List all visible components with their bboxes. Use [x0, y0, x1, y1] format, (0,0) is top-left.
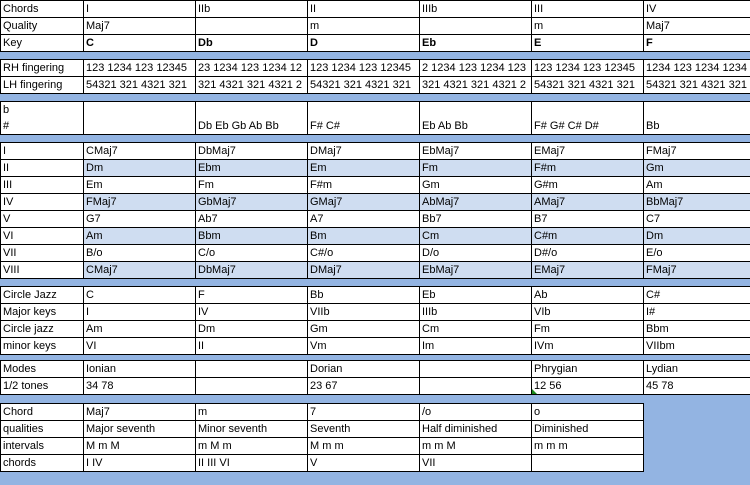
cell[interactable] — [84, 102, 196, 135]
row-label[interactable]: intervals — [1, 438, 84, 455]
cell[interactable]: GbMaj7 — [196, 194, 308, 211]
degree-row-v — [1, 211, 750, 228]
chord-qualities-row-2 — [1, 421, 750, 438]
cell[interactable]: 123 1234 123 12345 — [308, 60, 420, 77]
cell[interactable]: CMaj7 — [84, 262, 196, 279]
cell[interactable]: E/o — [644, 245, 750, 262]
cell[interactable]: EMaj7 — [532, 262, 644, 279]
row-label[interactable]: Chord — [1, 404, 84, 421]
spacer-row — [1, 395, 750, 404]
cell[interactable]: Dm — [644, 228, 750, 245]
cell[interactable]: F#m — [308, 177, 420, 194]
row-label[interactable]: Modes — [1, 361, 84, 378]
cell[interactable]: GMaj7 — [308, 194, 420, 211]
degree-row-vii — [1, 245, 750, 262]
empty-area — [644, 404, 750, 421]
spacer-row — [1, 52, 750, 60]
degree-row-ii — [1, 160, 750, 177]
cell[interactable]: C#m — [532, 228, 644, 245]
cell[interactable]: G7 — [84, 211, 196, 228]
cell[interactable]: Am — [644, 177, 750, 194]
cell[interactable]: 123 1234 123 12345 — [84, 60, 196, 77]
cell[interactable]: I IV — [84, 455, 196, 472]
cell[interactable]: Vm — [308, 338, 420, 355]
cell[interactable]: 54321 321 4321 321 — [308, 77, 420, 94]
cell[interactable]: 23 1234 123 1234 12 — [196, 60, 308, 77]
cell[interactable]: 54321 321 4321 321 — [532, 77, 644, 94]
cell[interactable]: II III VI — [196, 455, 308, 472]
empty-area — [644, 455, 750, 472]
degree-row-iv — [1, 194, 750, 211]
cell[interactable]: M m m — [308, 438, 420, 455]
cell[interactable] — [196, 361, 308, 378]
cell[interactable]: VI — [84, 338, 196, 355]
row-label[interactable]: 1/2 tones — [1, 378, 84, 395]
cell[interactable]: Am — [84, 228, 196, 245]
cell[interactable]: 45 78 — [644, 378, 750, 395]
cell[interactable]: F — [196, 287, 308, 304]
cell[interactable]: Gm — [644, 160, 750, 177]
accidentals-row — [1, 102, 750, 135]
cell[interactable]: m — [196, 404, 308, 421]
row-label[interactable]: VI — [1, 228, 84, 245]
cell[interactable]: Ab7 — [196, 211, 308, 228]
cell[interactable]: III — [532, 1, 644, 18]
cell[interactable]: FMaj7 — [84, 194, 196, 211]
cell[interactable]: Bbm — [196, 228, 308, 245]
cell[interactable]: VII — [420, 455, 532, 472]
cell[interactable]: Em — [84, 177, 196, 194]
spacer-row — [1, 94, 750, 102]
empty-area — [644, 438, 750, 455]
cell[interactable]: Db Eb Gb Ab Bb — [196, 102, 308, 135]
cell[interactable]: C#/o — [308, 245, 420, 262]
flat-label: b — [3, 104, 10, 116]
cell[interactable]: A7 — [308, 211, 420, 228]
cell[interactable]: C7 — [644, 211, 750, 228]
cell[interactable] — [196, 18, 308, 35]
row-label[interactable]: II — [1, 160, 84, 177]
cell[interactable]: D#/o — [532, 245, 644, 262]
cell[interactable]: F# G# C# D# — [532, 102, 644, 135]
cell[interactable]: Fm — [532, 321, 644, 338]
cell[interactable]: Eb — [420, 35, 532, 52]
row-label[interactable]: chords — [1, 455, 84, 472]
row-label[interactable]: VIII — [1, 262, 84, 279]
cell[interactable]: IV — [644, 1, 750, 18]
row-label[interactable]: RH fingering — [1, 60, 84, 77]
cell[interactable]: EbMaj7 — [420, 262, 532, 279]
row-label[interactable]: Key — [1, 35, 84, 52]
cell[interactable]: II — [196, 338, 308, 355]
cell[interactable]: Fm — [196, 177, 308, 194]
cell[interactable] — [532, 455, 644, 472]
cell[interactable]: C/o — [196, 245, 308, 262]
cell[interactable]: VIIb — [308, 304, 420, 321]
row-label[interactable]: VII — [1, 245, 84, 262]
cell[interactable]: Lydian — [644, 361, 750, 378]
cell[interactable]: CMaj7 — [84, 143, 196, 160]
cell[interactable]: II — [308, 1, 420, 18]
cell[interactable]: C# — [644, 287, 750, 304]
cell[interactable] — [420, 361, 532, 378]
row-label[interactable]: I — [1, 143, 84, 160]
cell[interactable]: Seventh — [308, 421, 420, 438]
row-label[interactable]: Major keys — [1, 304, 84, 321]
row-label[interactable]: Circle Jazz — [1, 287, 84, 304]
cell[interactable]: Phrygian — [532, 361, 644, 378]
chord-qualities-row-3 — [1, 438, 750, 455]
cell[interactable] — [196, 378, 308, 395]
cell[interactable]: Bb — [308, 287, 420, 304]
half-tones-row — [1, 378, 750, 395]
cell[interactable]: o — [532, 404, 644, 421]
cell[interactable]: VIIbm — [644, 338, 750, 355]
cell[interactable]: V — [308, 455, 420, 472]
row-label[interactable]: Quality — [1, 18, 84, 35]
modes-row — [1, 361, 750, 378]
cell[interactable]: IVm — [532, 338, 644, 355]
cell[interactable]: Bb — [644, 102, 750, 135]
row-label[interactable]: Circle jazz — [1, 321, 84, 338]
cell[interactable]: DMaj7 — [308, 262, 420, 279]
cell[interactable]: AMaj7 — [532, 194, 644, 211]
degree-row-vi — [1, 228, 750, 245]
cell[interactable]: IV — [196, 304, 308, 321]
cell[interactable]: Maj7 — [644, 18, 750, 35]
cell[interactable]: Am — [84, 321, 196, 338]
cell[interactable] — [420, 378, 532, 395]
cell[interactable] — [420, 18, 532, 35]
row-label[interactable]: IV — [1, 194, 84, 211]
circle-jazz-minor-row — [1, 321, 750, 338]
minor-keys-row — [1, 338, 750, 355]
rh-fingering-row — [1, 60, 750, 77]
cell[interactable]: Eb — [420, 287, 532, 304]
cell[interactable]: Cm — [420, 228, 532, 245]
cell[interactable]: I# — [644, 304, 750, 321]
cell[interactable]: DbMaj7 — [196, 262, 308, 279]
cell[interactable]: F# C# — [308, 102, 420, 135]
degree-row-viii — [1, 262, 750, 279]
spacer-row — [1, 135, 750, 143]
cell-with-comment-marker[interactable]: 12 56 — [532, 378, 644, 395]
cell[interactable]: D/o — [420, 245, 532, 262]
cell[interactable]: Maj7 — [84, 404, 196, 421]
cell[interactable]: m — [532, 18, 644, 35]
row-label[interactable]: LH fingering — [1, 77, 84, 94]
sharp-label: # — [3, 120, 10, 132]
cell[interactable]: Fm — [420, 160, 532, 177]
cell[interactable]: Db — [196, 35, 308, 52]
cell[interactable]: Gm — [420, 177, 532, 194]
cell[interactable]: /o — [420, 404, 532, 421]
cell[interactable]: Half diminished — [420, 421, 532, 438]
cell[interactable]: IIIb — [420, 1, 532, 18]
row-label[interactable]: minor keys — [1, 338, 84, 355]
cell[interactable]: 7 — [308, 404, 420, 421]
cell[interactable]: B/o — [84, 245, 196, 262]
cell[interactable]: 54321 321 4321 321 — [644, 77, 750, 94]
cell[interactable]: m m m — [532, 438, 644, 455]
cell[interactable]: Ionian — [84, 361, 196, 378]
cell[interactable]: 54321 321 4321 321 — [84, 77, 196, 94]
cell[interactable]: C — [84, 287, 196, 304]
cell[interactable]: DbMaj7 — [196, 143, 308, 160]
cell[interactable]: Em — [308, 160, 420, 177]
row-label[interactable] — [1, 102, 84, 135]
cell[interactable]: B7 — [532, 211, 644, 228]
cell[interactable]: 321 4321 321 4321 2 — [196, 77, 308, 94]
cell[interactable]: 1234 123 1234 1234 — [644, 60, 750, 77]
cell[interactable]: IIb — [196, 1, 308, 18]
chord-qualities-row-4 — [1, 455, 750, 472]
cell[interactable]: E — [532, 35, 644, 52]
cell[interactable]: Major seventh — [84, 421, 196, 438]
cell[interactable]: Minor seventh — [196, 421, 308, 438]
quality-row — [1, 18, 750, 35]
circle-jazz-row — [1, 287, 750, 304]
empty-area — [644, 421, 750, 438]
cell[interactable]: Gm — [308, 321, 420, 338]
cell[interactable]: Cm — [420, 321, 532, 338]
row-label[interactable]: III — [1, 177, 84, 194]
row-label[interactable]: V — [1, 211, 84, 228]
cell[interactable]: m — [308, 18, 420, 35]
cell[interactable]: m m M — [420, 438, 532, 455]
cell[interactable]: Im — [420, 338, 532, 355]
cell[interactable]: VIb — [532, 304, 644, 321]
chord-qualities-row-1 — [1, 404, 750, 421]
cell[interactable]: IIIb — [420, 304, 532, 321]
cell[interactable]: Bbm — [644, 321, 750, 338]
cell[interactable]: Bm — [308, 228, 420, 245]
cell[interactable]: 321 4321 321 4321 2 — [420, 77, 532, 94]
cell[interactable]: BbMaj7 — [644, 194, 750, 211]
degree-row-i — [1, 143, 750, 160]
row-label[interactable]: qualities — [1, 421, 84, 438]
degree-row-iii — [1, 177, 750, 194]
cell[interactable]: 2 1234 123 1234 123 — [420, 60, 532, 77]
cell[interactable]: 23 67 — [308, 378, 420, 395]
cell[interactable]: Dorian — [308, 361, 420, 378]
key-row — [1, 35, 750, 52]
cell[interactable]: M m M — [84, 438, 196, 455]
cell[interactable]: I — [84, 304, 196, 321]
cell[interactable]: AbMaj7 — [420, 194, 532, 211]
cell[interactable]: F — [644, 35, 750, 52]
cell[interactable]: 123 1234 123 12345 — [532, 60, 644, 77]
lh-fingering-row — [1, 77, 750, 94]
cell[interactable]: F#m — [532, 160, 644, 177]
cell[interactable]: Dm — [84, 160, 196, 177]
cell[interactable]: 34 78 — [84, 378, 196, 395]
cell[interactable]: FMaj7 — [644, 262, 750, 279]
cell[interactable]: m M m — [196, 438, 308, 455]
cell[interactable]: FMaj7 — [644, 143, 750, 160]
cell[interactable]: C — [84, 35, 196, 52]
cell[interactable]: EbMaj7 — [420, 143, 532, 160]
chords-row — [1, 1, 750, 18]
cell[interactable]: Dm — [196, 321, 308, 338]
cell[interactable]: Eb Ab Bb — [420, 102, 532, 135]
cell[interactable]: I — [84, 1, 196, 18]
cell[interactable]: Bb7 — [420, 211, 532, 228]
cell[interactable]: D — [308, 35, 420, 52]
spacer-row — [1, 279, 750, 287]
cell[interactable]: Maj7 — [84, 18, 196, 35]
cell[interactable]: DMaj7 — [308, 143, 420, 160]
cell[interactable]: Ebm — [196, 160, 308, 177]
cell[interactable]: Diminished — [532, 421, 644, 438]
cell[interactable]: EMaj7 — [532, 143, 644, 160]
row-label[interactable]: Chords — [1, 1, 84, 18]
cell[interactable]: G#m — [532, 177, 644, 194]
cell[interactable]: Ab — [532, 287, 644, 304]
major-keys-row — [1, 304, 750, 321]
